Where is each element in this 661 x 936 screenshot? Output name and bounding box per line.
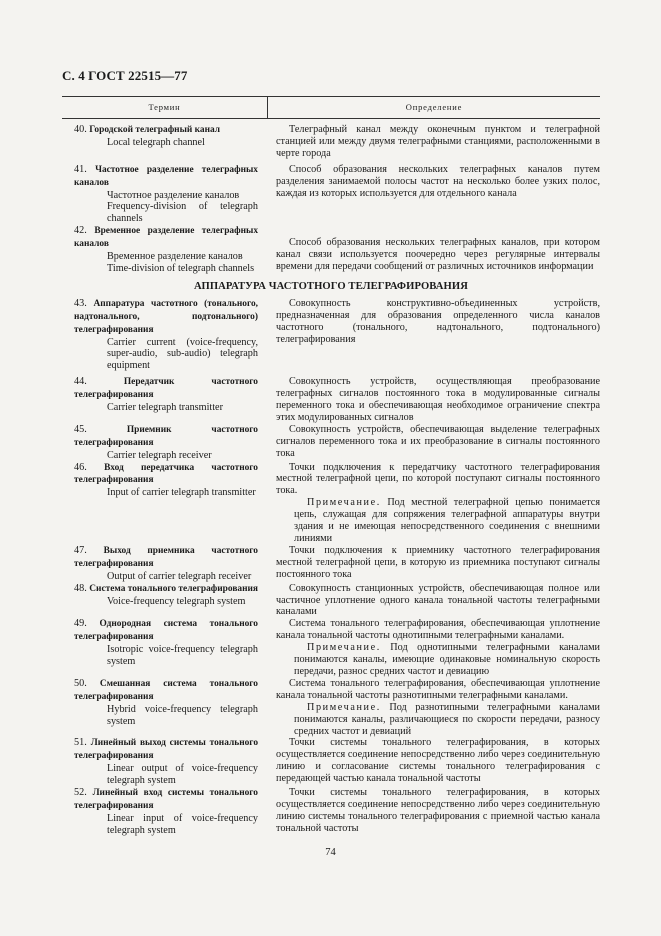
definition-note — [276, 497, 600, 545]
column-headers — [62, 96, 600, 119]
term-cell — [62, 678, 262, 738]
table-row — [62, 678, 600, 738]
term-cell — [62, 787, 262, 837]
definition-text: Система тонального телеграфирования, обеспечивающая уплотнение канала тональной частоты разнотипными телеграфными каналами. — [276, 677, 600, 701]
term-name: Частотное разделение телеграфных каналов — [74, 164, 258, 188]
term-number: 41. — [74, 163, 87, 175]
note-text: Под разнотипными телеграфными каналами понимаются каналы, различающиеся по скорости передачи, разносу средних частот и девиаций — [294, 701, 601, 737]
definition-text: Система тонального телеграфирования, обеспечивающая уплотнение канала тональной частоты однотипными телеграфными каналами. — [276, 618, 600, 642]
note-text: Под местной телеграфной цепью понимается цепь, служащая для сопряжения телеграфной аппаратуры внутри здания и не имеющая непосредственного соединения с внешними линиями — [294, 497, 601, 544]
term-name: Вход передатчика частотного телеграфирования — [74, 462, 258, 486]
term-name: Линейный выход системы тонального телеграфирования — [74, 738, 259, 762]
term-number: 42. — [74, 225, 87, 237]
term-english: Linear input of voice-frequency telegraph system — [107, 812, 258, 836]
term-cell — [62, 545, 262, 583]
column-header-term: Термин — [148, 102, 181, 112]
term-english: Carrier telegraph receiver — [107, 449, 212, 461]
definition-note — [276, 642, 600, 678]
definition-cell: Совокупность станционных устройств, обеспечивающая полное или частичное уплотнение одного канала тональной частоты телеграфными каналами — [276, 582, 600, 618]
definition-cell — [276, 678, 600, 738]
note-label: Примечание. — [307, 497, 381, 509]
term-number: 40. — [74, 124, 87, 135]
definition-cell: Телеграфный канал между оконечным пунктом и телеграфной станцией или между двумя телеграфными станциями, расположенными в черте города — [276, 124, 600, 159]
table-row — [62, 164, 600, 226]
term-number: 46. — [74, 461, 87, 473]
terms-table — [62, 124, 600, 837]
term-english: Hybrid voice-frequency telegraph system — [107, 703, 258, 727]
term-synonym: Частотное разделение каналов — [107, 189, 240, 201]
term-name: Смешанная система тонального телеграфирования — [74, 678, 258, 702]
definition-cell: Точки системы тонального телеграфирования, в которых осуществляется соединение непосредственно либо через соединительную линию системы тонального телеграфирования с приемной частью канала тональной частоты — [276, 787, 600, 834]
term-cell — [62, 583, 262, 619]
term-number: 45. — [74, 423, 87, 435]
term-english: Isotropic voice-frequency telegraph system — [107, 644, 258, 668]
term-number: 43. — [74, 297, 87, 309]
term-cell — [62, 424, 262, 462]
table-row — [62, 462, 600, 545]
term-english: Frequency-division of telegraph channels — [107, 201, 258, 225]
term-number: 52. — [74, 787, 87, 799]
table-row — [62, 583, 600, 619]
table-row — [62, 737, 600, 787]
term-number: 44. — [74, 376, 87, 388]
term-name: Передатчик частотного телеграфирования — [74, 377, 258, 401]
definition-cell: Точки подключения к приемнику частотного телеграфирования местной телеграфной цепи, в которую из приемника поступают сигналы постоянного тока — [276, 544, 600, 580]
term-cell — [62, 164, 262, 226]
term-cell — [62, 462, 262, 545]
term-cell — [62, 124, 262, 160]
definition-cell: Точки системы тонального телеграфирования, в которых осуществляется соединение непосредственно либо через соединительную линию и согласование системы тонального телеграфирования с передающей частью канала тональной частоты — [276, 737, 600, 785]
term-synonym: Временное разделение каналов — [107, 251, 243, 263]
definition-cell — [276, 618, 600, 678]
term-english: Time-division of telegraph channels — [107, 262, 255, 274]
definition-cell: Способ образования нескольких телеграфных каналов путем разделения занимаемой полосы частот на несколько более узких полос, каждая из которых используется для отдельного канала — [276, 163, 600, 199]
table-row — [62, 545, 600, 583]
term-cell — [62, 376, 262, 424]
term-english: Local telegraph channel — [107, 136, 205, 148]
note-label: Примечание. — [307, 701, 381, 713]
term-number: 50. — [74, 677, 87, 689]
term-english: Linear output of voice-frequency telegraph system — [107, 763, 258, 787]
definition-cell: Совокупность устройств, обеспечивающая выделение телеграфных сигналов переменного тока и их преобразование в сигналы постоянного тока — [276, 423, 600, 459]
term-name: Система тонального телеграфирования — [89, 583, 258, 594]
table-row — [62, 124, 600, 160]
term-number: 47. — [74, 544, 87, 556]
term-name: Приемник частотного телеграфирования — [74, 424, 258, 448]
term-name: Аппаратура частотного (тонального, надтонального, подтонального) телеграфирования — [74, 298, 259, 335]
term-name: Однородная система тонального телеграфирования — [74, 619, 258, 643]
table-row — [62, 787, 600, 837]
page-header: С. 4 ГОСТ 22515—77 — [62, 68, 188, 83]
table-row — [62, 618, 600, 678]
definition-cell: Совокупность конструктивно-объединенных устройств, предназначенная для образования определенного числа каналов частотного (тонального, надтонального, подтонального) телеграфирования — [276, 297, 600, 345]
term-cell — [62, 225, 262, 275]
section-title: АППАРАТУРА ЧАСТОТНОГО ТЕЛЕГРАФИРОВАНИЯ — [194, 280, 468, 292]
term-name: Временное разделение телеграфных каналов — [74, 226, 259, 250]
note-text: Под однотипными телеграфными каналами понимаются каналы, имеющие одинаковые номинальную скорость передачи, разнос средних частот и девиацию — [294, 642, 600, 677]
term-cell — [62, 737, 262, 787]
table-row — [62, 298, 600, 372]
term-number: 51. — [74, 737, 87, 749]
term-english: Output of carrier telegraph receiver — [107, 570, 252, 582]
term-cell — [62, 298, 262, 372]
term-english: Input of carrier telegraph transmitter — [107, 487, 256, 499]
definition-note — [276, 702, 600, 738]
page-number: 74 — [325, 847, 336, 858]
term-name: Линейный вход системы тонального телеграфирования — [74, 788, 258, 811]
definition-cell: Способ образования нескольких телеграфных каналов, при котором канал связи используется поочередно через регулярные интервалы времени для передачи сообщений от различных источников информации — [276, 237, 600, 273]
definition-cell — [276, 462, 600, 545]
term-cell — [62, 618, 262, 678]
note-label: Примечание. — [307, 642, 381, 654]
term-number: 49. — [74, 618, 87, 630]
term-english: Carrier telegraph transmitter — [107, 402, 223, 414]
term-number: 48. — [74, 582, 87, 594]
term-name: Выход приемника частотного телеграфирования — [74, 545, 258, 569]
column-header-definition: Определение — [405, 102, 463, 112]
table-row — [62, 376, 600, 424]
definition-text: Точки подключения к передатчику частотного телеграфирования местной телеграфной цепи, по которой поступают сигналы постоянного тока. — [276, 461, 600, 497]
term-english: Carrier current (voice-frequency, super-audio, sub-audio) telegraph equipment — [107, 336, 258, 372]
table-row — [62, 225, 600, 275]
definition-cell: Совокупность устройств, осуществляющая преобразование телеграфных сигналов постоянного тока в модулированные сигналы переменного тока и обеспечивающая необходимое ограничение спектра этих модулированных сигналов — [276, 376, 600, 423]
term-name: Городской телеграфный канал — [89, 125, 221, 135]
table-row — [62, 424, 600, 462]
term-english: Voice-frequency telegraph system — [107, 595, 246, 607]
